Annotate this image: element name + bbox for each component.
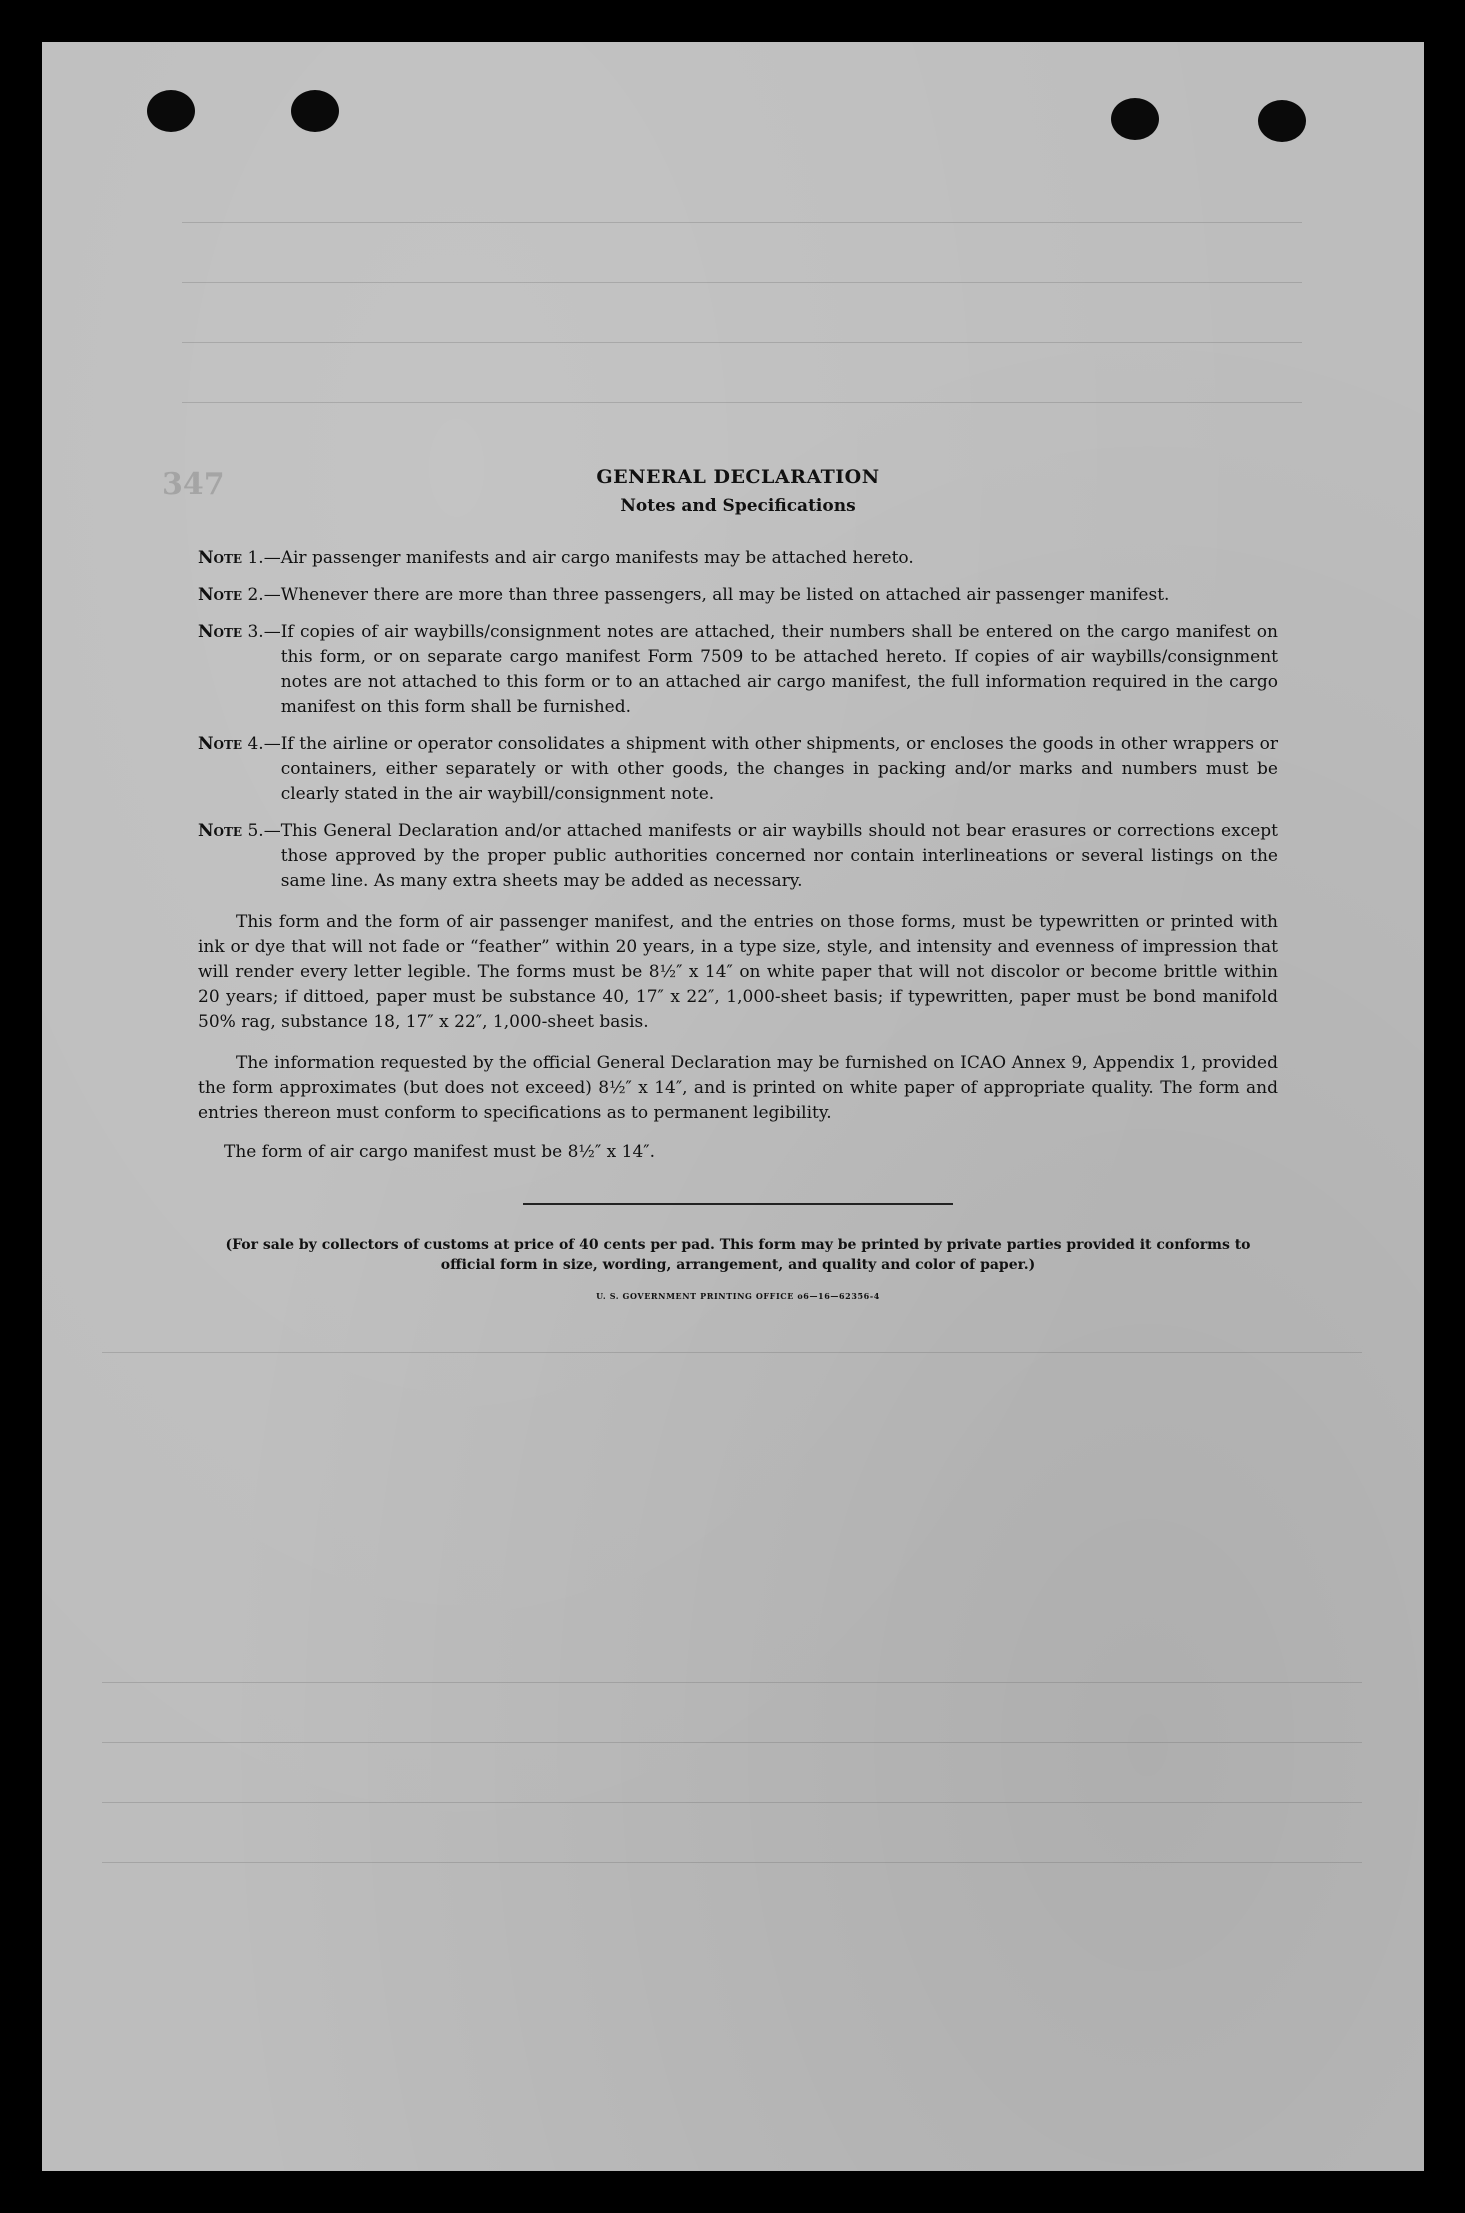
paragraph-cargo-manifest-size: The form of air cargo manifest must be 8½″ x 14″. [224,1142,656,1162]
note-text: If copies of air waybills/consignment notes are attached, their numbers shall be entered on the cargo manifest on this form, or on separate cargo manifest Form 7509 to be attached hereto. If copies of air waybills/consignment notes are not attached to this form or to an attached air cargo manifest, the full information required in the cargo manifest on this form shall be furnished. [280,622,1278,717]
note-label: Note 3.— [198,622,281,642]
paragraph-form-specifications: This form and the form of air passenger manifest, and the entries on those forms, must be typewritten or printed with ink or dye that will not fade or “feather” within 20 years, in a type size, style, and intensity and evenness of impression that will render every letter legible. The forms must be 8½″ x 14″ on white paper that will not discolor or become brittle within 20 years; if dittoed, paper must be substance 40, 17″ x 22″, 1,000-sheet basis; if typewritten, paper must be bond manifold 50% rag, substance 18, 17″ x 22″, 1,000-sheet basis. [198,912,1278,1032]
note-label: Note 2.— [198,585,281,605]
note-1 [198,546,1278,571]
note-text: Whenever there are more than three passengers, all may be listed on attached air passenger manifest. [280,585,1170,605]
page-title: GENERAL DECLARATION [596,466,880,488]
note-text: Air passenger manifests and air cargo manifests may be attached hereto. [280,548,914,568]
declaration-content [198,466,1278,1301]
punch-hole-4 [1258,100,1306,142]
note-4 [198,732,1278,807]
note-5 [198,819,1278,894]
faded-stamp-number: 347 [162,467,225,502]
note-label: Note 1.— [198,548,281,568]
page-subtitle: Notes and Specifications [620,496,856,516]
sale-notice: (For sale by collectors of customs at price of 40 cents per pad. This form may be printed by private parties provided it conforms to official form in size, wording, arrangement, and quality and color of paper.) [225,1237,1251,1273]
punch-hole-2 [291,90,339,132]
note-text: If the airline or operator consolidates a shipment with other shipments, or encloses the goods in other wrappers or containers, either separately or with other goods, the changes in packing and/or marks and numbers must be clearly stated in the air waybill/consignment note. [280,734,1278,804]
divider-rule [523,1203,953,1205]
document-page [42,42,1424,2171]
punch-hole-1 [147,90,195,132]
note-2 [198,583,1278,608]
note-label: Note 4.— [198,734,281,754]
note-label: Note 5.— [198,821,281,841]
printing-office-imprint: U. S. GOVERNMENT PRINTING OFFICE o6—16—62356-4 [596,1291,880,1301]
paragraph-icao-annex: The information requested by the official General Declaration may be furnished on ICAO Annex 9, Appendix 1, provided the form approximates (but does not exceed) 8½″ x 14″, and is printed on white paper of appropriate quality. The form and entries thereon must conform to specifications as to permanent legibility. [198,1053,1278,1123]
note-text: This General Declaration and/or attached manifests or air waybills should not bear erasures or corrections except those approved by the proper public authorities concerned nor contain interlineations or several listings on the same line. As many extra sheets may be added as necessary. [280,821,1278,891]
punch-hole-3 [1111,98,1159,140]
note-3 [198,620,1278,720]
